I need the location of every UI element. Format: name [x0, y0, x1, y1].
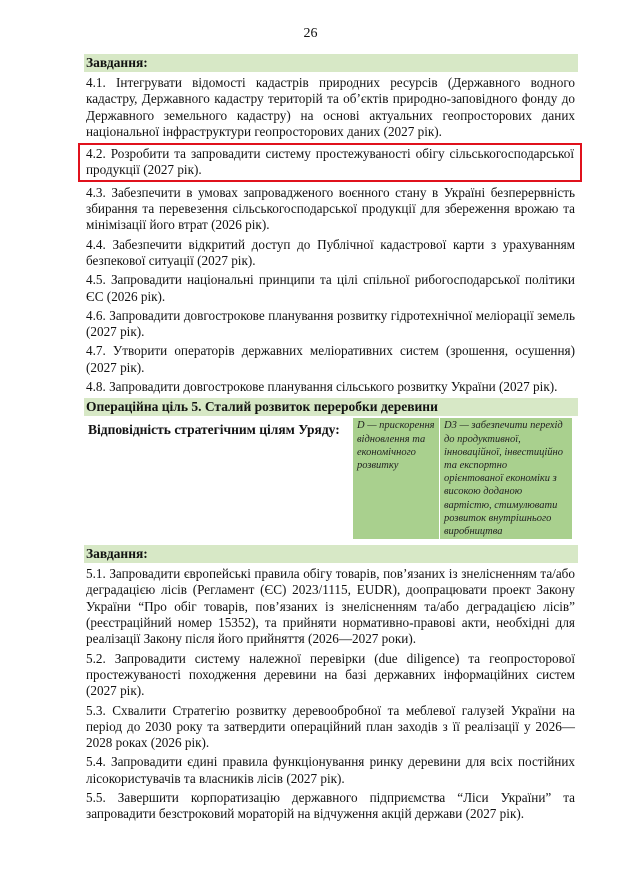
task-item-5-3: 5.3. Схвалити Стратегію розвитку деревообробної та меблевої галузей України на період до 2030 року та затвердити операційний план заходів з її реалізації у 2026—2028 роках (2026 рік).	[86, 702, 575, 751]
task-item-5-4: 5.4. Запровадити єдині правила функціонування ринку деревини для всіх постійних лісокористувачів та власників лісів (2027 рік).	[86, 754, 575, 786]
task-item-4-2: 4.2. Розробити та запровадити систему простежуваності обігу сільськогосподарської продукції (2027 рік).	[86, 146, 574, 178]
goal-d3-cell: D3 — забезпечити перехід до продуктивної, інноваційної, інвестиційно та експортно орієнтованої економіки з високою доданою вартістю, стимулювати розвиток внутрішнього виробництва	[444, 420, 563, 537]
task-item-5-1: 5.1. Запровадити європейські правила обігу товарів, пов’язаних із знелісненням та/або деградацією лісів (Регламент (ЄС) 2023/1115, EUDR), доопрацювати проект Закону України “Про обіг товарів, пов’язаних із знелісненням та/або деградацією лісів” (реєстраційний номер 15352), та прийняти нормативно-правові акти, необхідні для реалізації Закону після його прийняття (2026—2027 роки).	[86, 566, 575, 647]
task-item-5-5: 5.5. Завершити корпоратизацію державного підприємства “Ліси України” та запровадити безстроковий мораторій на відчуження акцій держави (2027 рік).	[86, 790, 575, 822]
task-item-5-2: 5.2. Запровадити систему належної перевірки (due diligence) та геопросторової простежуваності походження деревини на базі державних інформаційних систем (2027 рік).	[86, 650, 575, 699]
document-body	[84, 54, 578, 826]
tasks-header-2: Завдання:	[84, 545, 578, 563]
government-goals-match	[84, 416, 578, 539]
tasks-header: Завдання:	[84, 54, 578, 72]
task-item-4-8: 4.8. Запровадити довгострокове планування сільського розвитку України (2027 рік).	[86, 379, 558, 395]
match-label: Відповідність стратегічним цілям Уряду:	[88, 422, 340, 438]
strategic-goals-cells	[353, 418, 572, 539]
highlighted-task-box	[78, 143, 582, 182]
goal-d-cell: D — прискорення відновлення та економічного розвитку	[353, 418, 440, 539]
task-item-4-7: 4.7. Утворити операторів державних меліоративних систем (зрошення, осушення) (2027 рік).	[86, 343, 575, 375]
task-item-4-1: 4.1. Інтегрувати відомості кадастрів природних ресурсів (Державного водного кадастру, Державного кадастру територій та об’єктів природно-заповідного фонду до Державного земельного кадастру) на основі актуальних геопросторових даних національної інфраструктури геопросторових даних (2027 рік).	[86, 75, 575, 139]
page-number: 26	[303, 26, 318, 41]
task-item-4-5: 4.5. Запровадити національні принципи та цілі спільної рибогосподарської політики ЄС (2026 рік).	[86, 272, 575, 304]
task-item-4-3: 4.3. Забезпечити в умовах запровадженого воєнного стану в Україні безперервність збирання та перевезення сільськогосподарської продукції для збереження врожаю та мінімізації його втрат (2026 рік).	[86, 184, 575, 233]
operational-goal-title: Операційна ціль 5. Сталий розвиток переробки деревини	[84, 398, 578, 416]
task-item-4-6: 4.6. Запровадити довгострокове планування розвитку гідротехнічної меліорації земель (2027 рік).	[86, 307, 575, 340]
task-item-4-4: 4.4. Забезпечити відкритий доступ до Публічної кадастрової карти з урахуванням безпекової ситуації (2027 рік).	[86, 236, 575, 268]
